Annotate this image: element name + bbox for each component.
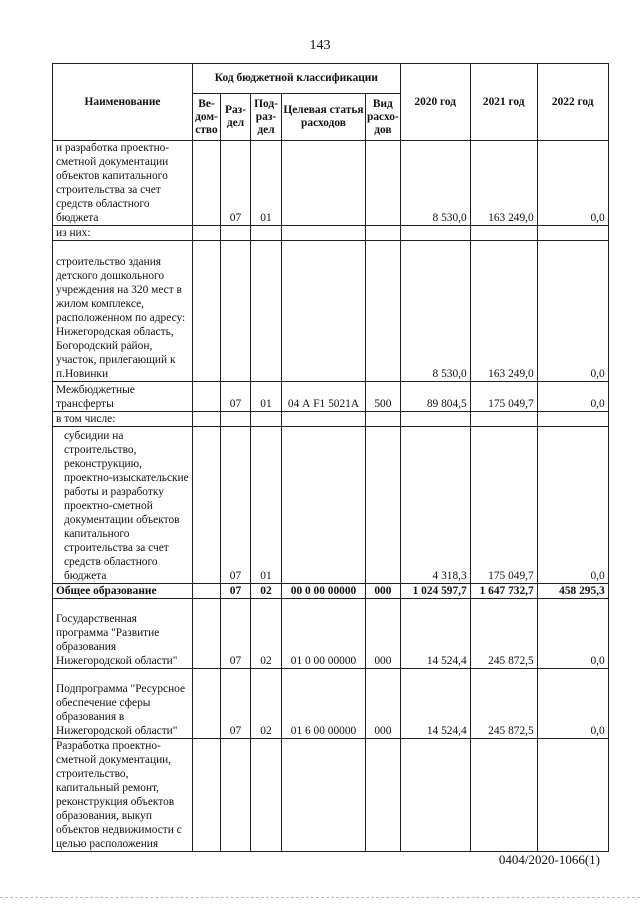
row-vr	[366, 241, 401, 382]
table-row	[53, 241, 609, 382]
row-2022: 0,0	[537, 669, 608, 739]
budget-table	[52, 63, 609, 852]
row-2022: 458 295,3	[537, 584, 608, 599]
row-razdel	[221, 412, 251, 427]
row-vr	[366, 141, 401, 226]
row-2020	[400, 412, 470, 427]
row-name: Разработка проектно-сметной документации, строительство, капитальный ремонт, реконструкция объектов образования, выкуп объектов недвижимости с целью расположения	[53, 739, 193, 852]
table-row	[53, 382, 609, 412]
row-2020	[400, 739, 470, 852]
row-vr	[366, 412, 401, 427]
row-2020: 8 530,0	[400, 141, 470, 226]
row-2022: 0,0	[537, 241, 608, 382]
row-2021: 163 249,0	[470, 141, 537, 226]
row-name: из них:	[53, 226, 193, 241]
row-ved	[193, 412, 221, 427]
row-ved	[193, 584, 221, 599]
row-razdel: 07	[221, 382, 251, 412]
row-ved	[193, 427, 221, 584]
row-vr: 000	[366, 599, 401, 669]
row-name-text: субсидии на строительство, реконструкцию, проектно-изыскательские работы и разработку проектно-сметной документации объектов капитального строительства за счет средств областного бюджета	[64, 430, 189, 582]
row-2021: 175 049,7	[470, 382, 537, 412]
row-csr	[282, 427, 366, 584]
row-razdel	[221, 226, 251, 241]
row-vr	[366, 427, 401, 584]
table-row	[53, 412, 609, 427]
row-name: Межбюджетные трансферты	[53, 382, 193, 412]
row-vr	[366, 226, 401, 241]
row-2021	[470, 226, 537, 241]
row-ved	[193, 241, 221, 382]
row-2022	[537, 412, 608, 427]
row-2021: 1 647 732,7	[470, 584, 537, 599]
row-razdel	[221, 739, 251, 852]
row-podrazdel: 02	[251, 599, 282, 669]
table-row	[53, 599, 609, 669]
header-code-group: Код бюджетной классификации	[193, 64, 401, 94]
row-podrazdel: 01	[251, 427, 282, 584]
row-ved	[193, 141, 221, 226]
row-podrazdel: 02	[251, 669, 282, 739]
row-csr: 04 А F1 5021А	[282, 382, 366, 412]
row-2020: 14 524,4	[400, 599, 470, 669]
row-csr	[282, 412, 366, 427]
header-razdel: Раз-дел	[221, 94, 251, 141]
row-2022	[537, 739, 608, 852]
row-name	[53, 427, 193, 584]
row-podrazdel: 01	[251, 141, 282, 226]
row-2021: 163 249,0	[470, 241, 537, 382]
table-row	[53, 739, 609, 852]
row-csr: 01 6 00 00000	[282, 669, 366, 739]
header-vid: Вид расхо-дов	[366, 94, 401, 141]
row-2020: 14 524,4	[400, 669, 470, 739]
row-2021	[470, 739, 537, 852]
row-name: и разработка проектно-сметной документации объектов капитального строительства за счет средств областного бюджета	[53, 141, 193, 226]
document-code: 0404/2020-1066(1)	[498, 852, 600, 867]
row-2020: 4 318,3	[400, 427, 470, 584]
row-2021: 245 872,5	[470, 669, 537, 739]
row-2022: 0,0	[537, 382, 608, 412]
row-podrazdel	[251, 241, 282, 382]
row-2022: 0,0	[537, 599, 608, 669]
row-podrazdel	[251, 226, 282, 241]
table-row	[53, 141, 609, 226]
row-ved	[193, 226, 221, 241]
header-tselevaya: Целевая статья расходов	[282, 94, 366, 141]
row-2021: 175 049,7	[470, 427, 537, 584]
table-row	[53, 427, 609, 584]
header-2020: 2020 год	[400, 64, 470, 141]
row-2022: 0,0	[537, 427, 608, 584]
row-2021	[470, 412, 537, 427]
row-csr: 00 0 00 00000	[282, 584, 366, 599]
row-vr: 000	[366, 584, 401, 599]
row-2021: 245 872,5	[470, 599, 537, 669]
row-vr: 000	[366, 669, 401, 739]
table-row	[53, 669, 609, 739]
row-name: строительство здания детского дошкольного учреждения на 320 мест в жилом комплексе, расположенном по адресу: Нижегородская область, Богородский район, участок, прилегающий к п.Новинки	[53, 241, 193, 382]
row-2020: 8 530,0	[400, 241, 470, 382]
row-razdel: 07	[221, 584, 251, 599]
row-2020	[400, 226, 470, 241]
row-razdel: 07	[221, 141, 251, 226]
row-razdel: 07	[221, 669, 251, 739]
row-2022	[537, 226, 608, 241]
header-name: Наименование	[53, 64, 193, 141]
header-2022: 2022 год	[537, 64, 608, 141]
page-edge-divider	[0, 897, 640, 898]
row-name: в том числе:	[53, 412, 193, 427]
row-2022: 0,0	[537, 141, 608, 226]
row-ved	[193, 599, 221, 669]
row-podrazdel	[251, 739, 282, 852]
row-vr: 500	[366, 382, 401, 412]
row-podrazdel	[251, 412, 282, 427]
row-ved	[193, 382, 221, 412]
row-csr	[282, 739, 366, 852]
row-2020: 1 024 597,7	[400, 584, 470, 599]
header-podrazdel: Под-раз-дел	[251, 94, 282, 141]
table-row	[53, 584, 609, 599]
row-name: Государственная программа "Развитие образования Нижегородской области"	[53, 599, 193, 669]
header-vedomstvo: Ве-дом-ство	[193, 94, 221, 141]
table-row	[53, 226, 609, 241]
row-2020: 89 804,5	[400, 382, 470, 412]
row-vr	[366, 739, 401, 852]
row-ved	[193, 739, 221, 852]
row-razdel: 07	[221, 427, 251, 584]
row-csr: 01 0 00 00000	[282, 599, 366, 669]
row-razdel	[221, 241, 251, 382]
row-name: Общее образование	[53, 584, 193, 599]
row-razdel: 07	[221, 599, 251, 669]
row-ved	[193, 669, 221, 739]
row-csr	[282, 226, 366, 241]
row-podrazdel: 01	[251, 382, 282, 412]
page-number: 143	[309, 38, 331, 53]
row-podrazdel: 02	[251, 584, 282, 599]
row-csr	[282, 141, 366, 226]
row-csr	[282, 241, 366, 382]
row-name: Подпрограмма "Ресурсное обеспечение сферы образования в Нижегородской области"	[53, 669, 193, 739]
header-2021: 2021 год	[470, 64, 537, 141]
